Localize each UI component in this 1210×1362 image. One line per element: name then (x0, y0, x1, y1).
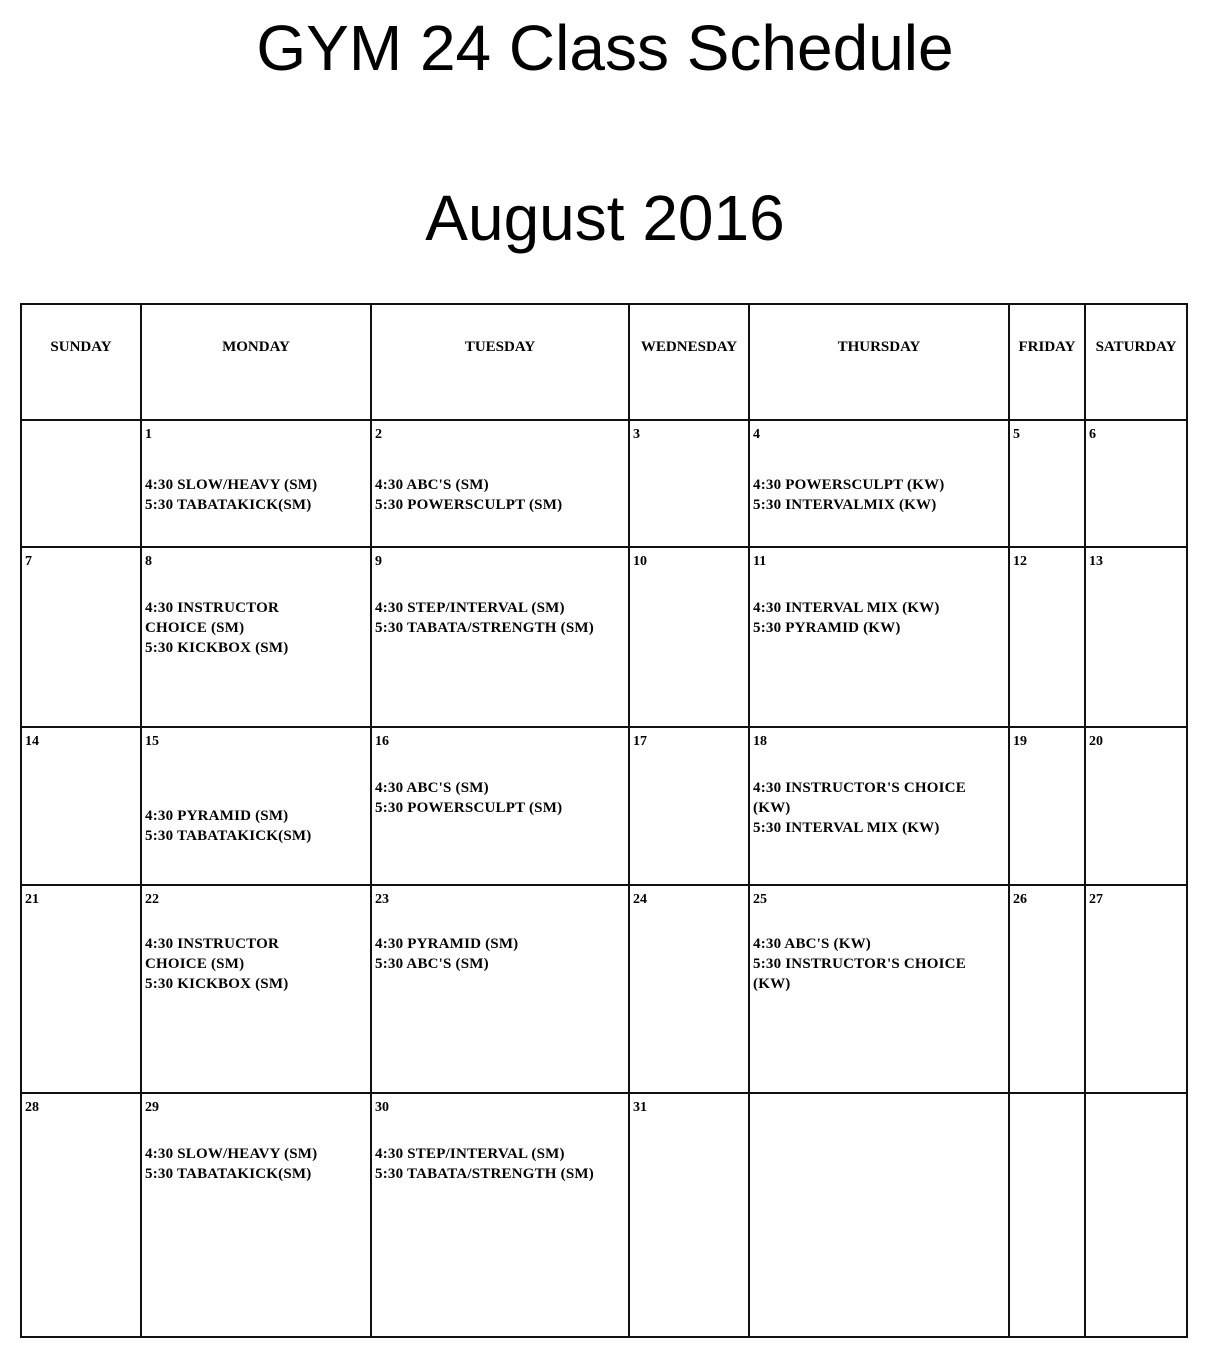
day-cell (21, 727, 141, 885)
day-cell (21, 885, 141, 1093)
day-number: 2 (375, 427, 382, 442)
header-sunday: SUNDAY (21, 304, 141, 420)
day-number: 17 (633, 734, 647, 749)
day-cell (1085, 727, 1187, 885)
week-row (21, 420, 1187, 547)
day-number: 3 (633, 427, 640, 442)
day-number: 16 (375, 734, 389, 749)
day-number: 28 (25, 1100, 39, 1115)
day-cell (749, 727, 1009, 885)
day-number (750, 1094, 1008, 1120)
day-cell (1009, 727, 1085, 885)
day-number: 15 (145, 734, 159, 749)
class-list: 4:30 ABC'S (KW) 5:30 INSTRUCTOR'S CHOICE (KW) (753, 936, 966, 992)
header-saturday: SATURDAY (1085, 304, 1187, 420)
class-list: 4:30 POWERSCULPT (KW) 5:30 INTERVALMIX (KW) (753, 477, 945, 513)
day-number: 12 (1013, 554, 1027, 569)
day-cell (629, 885, 749, 1093)
class-list: 4:30 PYRAMID (SM) 5:30 ABC'S (SM) (375, 936, 519, 972)
header-thursday: THURSDAY (749, 304, 1009, 420)
week-row (21, 727, 1187, 885)
day-number: 30 (375, 1100, 389, 1115)
day-number (1086, 1094, 1186, 1120)
header-monday: MONDAY (141, 304, 371, 420)
page-title: GYM 24 Class Schedule (256, 12, 954, 84)
day-number: 4 (753, 427, 760, 442)
day-cell (749, 547, 1009, 727)
day-number: 23 (375, 892, 389, 907)
day-cell (371, 885, 629, 1093)
day-number: 25 (753, 892, 767, 907)
day-number: 18 (753, 734, 767, 749)
day-cell (629, 420, 749, 547)
class-list: 4:30 INSTRUCTOR CHOICE (SM) 5:30 KICKBOX (SM) (145, 600, 289, 656)
header-wednesday: WEDNESDAY (629, 304, 749, 420)
day-cell (1085, 420, 1187, 547)
day-cell (1009, 420, 1085, 547)
day-cell (21, 1093, 141, 1337)
day-cell (629, 727, 749, 885)
day-number: 6 (1089, 427, 1096, 442)
day-cell (21, 547, 141, 727)
day-number (22, 421, 140, 447)
day-cell (629, 1093, 749, 1337)
day-cell (1085, 885, 1187, 1093)
day-number: 5 (1013, 427, 1020, 442)
class-list: 4:30 SLOW/HEAVY (SM) 5:30 TABATAKICK(SM) (145, 477, 318, 513)
week-row (21, 885, 1187, 1093)
day-number: 11 (753, 554, 767, 569)
day-cell (141, 1093, 371, 1337)
day-cell (371, 727, 629, 885)
day-number: 19 (1013, 734, 1027, 749)
day-cell (1085, 1093, 1187, 1337)
day-cell (749, 420, 1009, 547)
day-number: 24 (633, 892, 647, 907)
header-tuesday: TUESDAY (371, 304, 629, 420)
header-friday: FRIDAY (1009, 304, 1085, 420)
day-number: 7 (25, 554, 32, 569)
day-number: 10 (633, 554, 647, 569)
day-cell (629, 547, 749, 727)
day-number: 20 (1089, 734, 1103, 749)
class-list: 4:30 STEP/INTERVAL (SM) 5:30 TABATA/STRENGTH (SM) (375, 600, 594, 636)
day-cell (371, 1093, 629, 1337)
day-number: 9 (375, 554, 382, 569)
day-cell (141, 420, 371, 547)
day-cell (749, 885, 1009, 1093)
day-number: 8 (145, 554, 152, 569)
day-cell (1009, 547, 1085, 727)
day-cell (371, 547, 629, 727)
day-cell (141, 547, 371, 727)
class-list: 4:30 SLOW/HEAVY (SM) 5:30 TABATAKICK(SM) (145, 1146, 318, 1182)
week-row (21, 547, 1187, 727)
day-number: 21 (25, 892, 39, 907)
day-number: 26 (1013, 892, 1027, 907)
calendar-table (20, 303, 1188, 1338)
day-number (1010, 1094, 1084, 1120)
day-cell (141, 727, 371, 885)
day-number: 31 (633, 1100, 647, 1115)
day-number: 13 (1089, 554, 1103, 569)
day-number: 22 (145, 892, 159, 907)
class-list: 4:30 STEP/INTERVAL (SM) 5:30 TABATA/STRENGTH (SM) (375, 1146, 594, 1182)
day-cell (1009, 885, 1085, 1093)
day-number: 27 (1089, 892, 1103, 907)
day-cell (371, 420, 629, 547)
class-list: 4:30 ABC'S (SM) 5:30 POWERSCULPT (SM) (375, 477, 563, 513)
day-cell (21, 420, 141, 547)
header-row (21, 304, 1187, 420)
day-number: 29 (145, 1100, 159, 1115)
class-list: 4:30 PYRAMID (SM) 5:30 TABATAKICK(SM) (145, 808, 312, 844)
class-list: 4:30 INSTRUCTOR CHOICE (SM) 5:30 KICKBOX (SM) (145, 936, 289, 992)
month-title: August 2016 (425, 182, 785, 254)
day-cell (1085, 547, 1187, 727)
day-cell (1009, 1093, 1085, 1337)
day-cell (749, 1093, 1009, 1337)
class-list: 4:30 INSTRUCTOR'S CHOICE (KW) 5:30 INTERVAL MIX (KW) (753, 780, 966, 836)
class-list: 4:30 ABC'S (SM) 5:30 POWERSCULPT (SM) (375, 780, 563, 816)
day-number: 14 (25, 734, 39, 749)
day-cell (141, 885, 371, 1093)
class-list: 4:30 INTERVAL MIX (KW) 5:30 PYRAMID (KW) (753, 600, 940, 636)
day-number: 1 (145, 427, 152, 442)
week-row (21, 1093, 1187, 1337)
